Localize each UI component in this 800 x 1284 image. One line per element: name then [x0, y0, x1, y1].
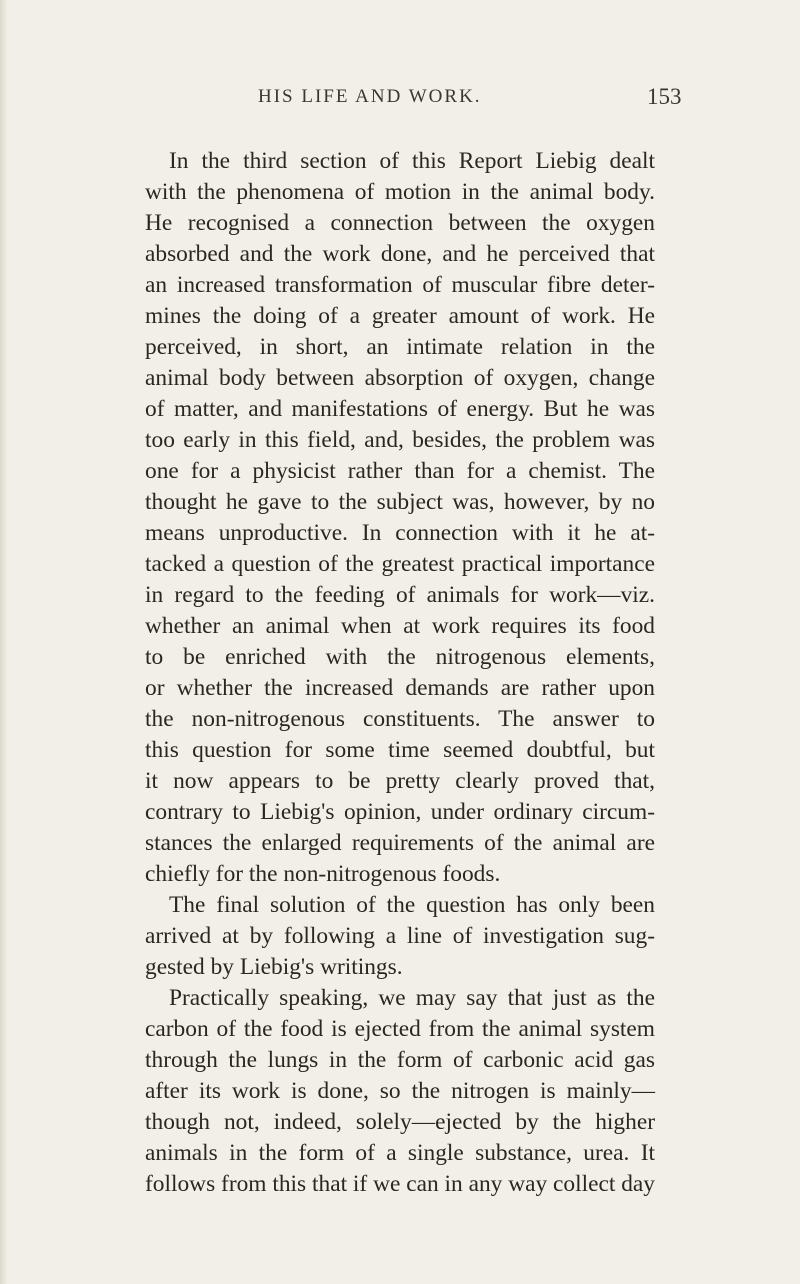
text-line: thought he gave to the subject was, however, by no [145, 489, 655, 515]
page-edge [0, 0, 8, 1284]
text-line: contrary to Liebig's opinion, under ordinary circum- [145, 799, 655, 825]
text-line: whether an animal when at work requires its food [145, 613, 655, 639]
text-line: animals in the form of a single substance, urea. It [145, 1140, 655, 1166]
text-line: though not, indeed, solely—ejected by the higher [145, 1109, 655, 1135]
text-line: means unproductive. In connection with it he at- [145, 520, 655, 546]
text-line: the non-nitrogenous constituents. The answer to [145, 706, 655, 732]
running-title: HIS LIFE AND WORK. [258, 86, 482, 107]
text-line: to be enriched with the nitrogenous elements, [145, 644, 655, 670]
text-line: The final solution of the question has only been [169, 892, 655, 918]
text-line: animal body between absorption of oxygen, change [145, 365, 655, 391]
text-line: after its work is done, so the nitrogen is mainly— [145, 1078, 655, 1104]
text-line: absorbed and the work done, and he perceived that [145, 241, 655, 267]
text-line: this question for some time seemed doubtful, but [145, 737, 655, 763]
text-line: tacked a question of the greatest practical importance [145, 551, 655, 577]
text-line: carbon of the food is ejected from the animal system [145, 1016, 655, 1042]
text-line: perceived, in short, an intimate relation in the [145, 334, 655, 360]
text-line: mines the doing of a greater amount of work. He [145, 303, 655, 329]
text-line: gested by Liebig's writings. [145, 954, 403, 980]
text-line: with the phenomena of motion in the animal body. [145, 179, 655, 205]
text-line: chiefly for the non-nitrogenous foods. [145, 861, 501, 887]
text-line: follows from this that if we can in any way collect day [145, 1171, 655, 1197]
text-line: of matter, and manifestations of energy. But he was [145, 396, 655, 422]
text-line: too early in this field, and, besides, the problem was [145, 427, 655, 453]
body-text [145, 146, 655, 1200]
text-line: an increased transformation of muscular fibre deter- [145, 272, 655, 298]
text-line: Practically speaking, we may say that just as the [169, 985, 655, 1011]
text-line: it now appears to be pretty clearly proved that, [145, 768, 655, 794]
text-line: one for a physicist rather than for a chemist. The [145, 458, 655, 484]
text-line: stances the enlarged requirements of the animal are [145, 830, 655, 856]
text-line: in regard to the feeding of animals for work—viz. [145, 582, 655, 608]
page-number: 153 [647, 84, 682, 109]
text-line: through the lungs in the form of carbonic acid gas [145, 1047, 655, 1073]
text-line: He recognised a connection between the oxygen [145, 210, 655, 236]
text-line: In the third section of this Report Liebig dealt [169, 148, 655, 174]
running-head [0, 84, 800, 114]
text-line: or whether the increased demands are rather upon [145, 675, 655, 701]
text-line: arrived at by following a line of investigation sug- [145, 923, 655, 949]
